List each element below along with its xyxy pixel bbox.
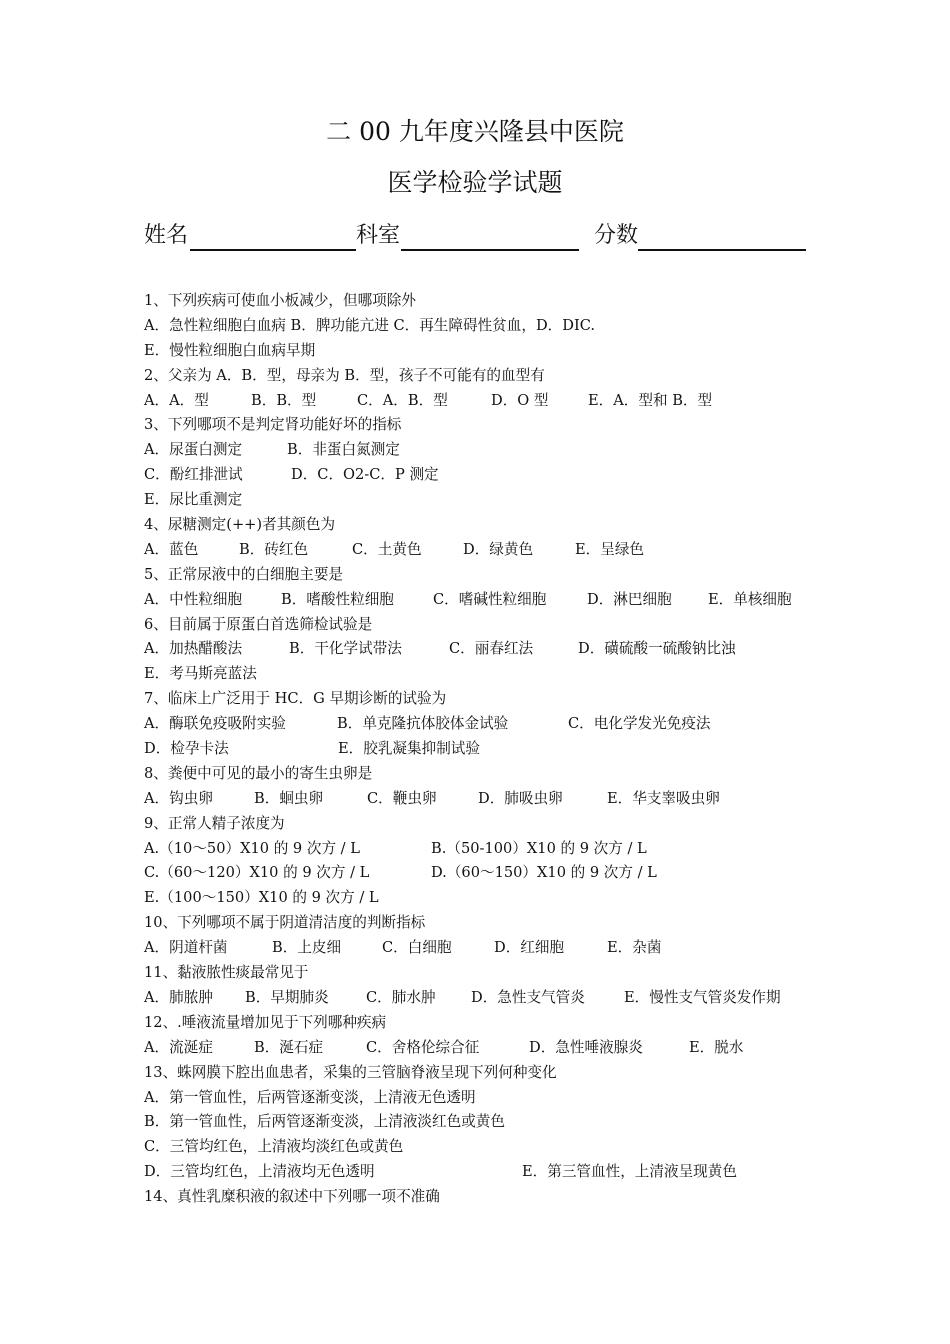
option-text: C．白细胞 — [382, 939, 452, 957]
option-text: E．脱水 — [689, 1038, 744, 1056]
line-text: 2、父亲为 A．B．型，母亲为 B．型，孩子不可能有的血型有 — [144, 366, 545, 384]
line-text: D．检孕卡法 — [144, 740, 229, 758]
option-text: C．电化学发光免疫法 — [568, 715, 711, 733]
line-text: 14、真性乳糜积液的叙述中下列哪一项不准确 — [144, 1188, 440, 1206]
question-line — [144, 339, 834, 364]
option-text: D．红细胞 — [494, 939, 565, 957]
question-line — [144, 787, 834, 812]
line-text: A．A．型 — [144, 391, 209, 409]
question-list — [144, 289, 834, 1210]
question-line — [144, 837, 834, 862]
dept-label: 科室 — [356, 223, 401, 248]
line-text: C．酚红排泄试 — [144, 466, 243, 484]
option-text: B．上皮细 — [272, 939, 342, 957]
option-text: E．A．型和 B．型 — [588, 391, 713, 409]
line-text: 13、蛛网膜下腔出血患者，采集的三管脑脊液呈现下列何种变化 — [144, 1063, 557, 1081]
line-text: 6、目前属于原蛋白首选筛检试验是 — [144, 615, 373, 633]
question-line — [144, 986, 834, 1011]
option-text: B．嗜酸性粒细胞 — [281, 590, 394, 608]
question-line — [144, 1160, 834, 1185]
question-line — [144, 687, 834, 712]
question-line — [144, 936, 834, 961]
line-text: A．肺脓肿 — [144, 988, 213, 1006]
question-line — [144, 314, 834, 339]
option-text: D．急性支气管炎 — [471, 988, 585, 1006]
option-text: B．非蛋白氮测定 — [287, 441, 400, 459]
option-text: E．呈绿色 — [575, 540, 645, 558]
question-line — [144, 513, 834, 538]
question-line — [144, 762, 834, 787]
question-line — [144, 637, 834, 662]
line-text: 9、正常人精子浓度为 — [144, 814, 285, 832]
line-text: 3、下列哪项不是判定肾功能好坏的指标 — [144, 416, 402, 434]
line-text: 7、临床上广泛用于 HC．G 早期诊断的试验为 — [144, 690, 447, 708]
option-text: B.（50-100）X10 的 9 次方 / L — [431, 839, 647, 857]
option-text: B．B．型 — [251, 391, 317, 409]
line-text: E．尿比重测定 — [144, 491, 243, 509]
student-info-header — [144, 218, 824, 258]
name-blank[interactable] — [190, 249, 356, 251]
question-line — [144, 812, 834, 837]
question-line — [144, 1086, 834, 1111]
option-text: C．嗜碱性粒细胞 — [433, 590, 547, 608]
option-text: D．肺吸虫卵 — [478, 789, 563, 807]
question-line — [144, 563, 834, 588]
line-text: E．慢性粒细胞白血病早期 — [144, 341, 316, 359]
line-text: A．急性粒细胞白血病 B．脾功能亢进 C．再生障碍性贫血，D．DIC. — [144, 316, 596, 334]
question-line — [144, 1110, 834, 1135]
option-text: E．胶乳凝集抑制试验 — [338, 740, 480, 758]
option-text: B．单克隆抗体胶体金试验 — [337, 715, 509, 733]
option-text: E．华支睾吸虫卵 — [607, 789, 720, 807]
question-line — [144, 1011, 834, 1036]
line-text: 11、黏液脓性痰最常见于 — [144, 964, 309, 982]
line-text: A．阴道杆菌 — [144, 939, 228, 957]
option-text: D．O 型 — [491, 391, 549, 409]
line-text: A．尿蛋白测定 — [144, 441, 243, 459]
line-text: E.（100～150）X10 的 9 次方 / L — [144, 889, 379, 907]
question-line — [144, 1036, 834, 1061]
document-subtitle: 医学检验学试题 — [387, 168, 563, 197]
option-text: C．鞭虫卵 — [367, 789, 437, 807]
line-text: C．三管均红色，上清液均淡红色或黄色 — [144, 1138, 404, 1156]
option-text: D.（60～150）X10 的 9 次方 / L — [431, 864, 657, 882]
line-text: A．第一管血性，后两管逐渐变淡，上清液无色透明 — [144, 1088, 476, 1106]
option-text: D．C．O2-C．P 测定 — [291, 466, 439, 484]
question-line — [144, 712, 834, 737]
option-text: C．A．B．型 — [357, 391, 448, 409]
option-text: D．淋巴细胞 — [587, 590, 672, 608]
question-line — [144, 364, 834, 389]
option-text: E．杂菌 — [607, 939, 662, 957]
option-text: B．早期肺炎 — [245, 988, 329, 1006]
option-text: B．砖红色 — [239, 540, 309, 558]
line-text: A．酶联免疫吸附实验 — [144, 715, 286, 733]
line-text: C.（60～120）X10 的 9 次方 / L — [144, 864, 370, 882]
question-line — [144, 737, 834, 762]
option-text: D．急性唾液腺炎 — [529, 1038, 643, 1056]
question-line — [144, 613, 834, 638]
score-blank[interactable] — [638, 249, 806, 251]
line-text: D．三管均红色，上清液均无色透明 — [144, 1163, 375, 1181]
question-line — [144, 911, 834, 936]
question-line — [144, 861, 834, 886]
line-text: A．加热醋酸法 — [144, 640, 243, 658]
line-text: 4、尿糖测定(++)者其颜色为 — [144, 516, 336, 534]
option-text: E．慢性支气管炎发作期 — [624, 988, 781, 1006]
line-text: 12、.唾液流量增加见于下列哪种疾病 — [144, 1013, 387, 1031]
line-text: B．第一管血性，后两管逐渐变淡，上清液淡红色或黄色 — [144, 1113, 505, 1131]
question-line — [144, 538, 834, 563]
question-line — [144, 463, 834, 488]
question-line — [144, 588, 834, 613]
option-text: C．舍格伦综合征 — [366, 1038, 480, 1056]
option-text: E．单核细胞 — [708, 590, 792, 608]
option-text: B．干化学试带法 — [289, 640, 402, 658]
line-text: A．流涎症 — [144, 1038, 213, 1056]
option-text: E．第三管血性，上清液呈现黄色 — [522, 1163, 737, 1181]
question-line — [144, 662, 834, 687]
question-line — [144, 389, 834, 414]
line-text: 1、下列疾病可使血小板减少，但哪项除外 — [144, 292, 416, 309]
question-line — [144, 289, 834, 314]
line-text: 10、下列哪项不属于阴道清洁度的判断指标 — [144, 914, 426, 932]
question-line — [144, 886, 834, 911]
option-text: C．土黄色 — [352, 540, 422, 558]
option-text: C．丽春红法 — [449, 640, 534, 658]
document-title: 二 00 九年度兴隆县中医院 — [326, 117, 624, 146]
question-line — [144, 438, 834, 463]
name-label: 姓名 — [144, 223, 189, 248]
dept-blank[interactable] — [401, 249, 579, 251]
question-line — [144, 961, 834, 986]
option-text: D．绿黄色 — [463, 540, 534, 558]
question-line — [144, 488, 834, 513]
score-label: 分数 — [594, 223, 639, 248]
option-text: D．磺硫酸一硫酸钠比浊 — [578, 640, 736, 658]
option-text: B．蛔虫卵 — [254, 789, 324, 807]
line-text: A．钩虫卵 — [144, 789, 213, 807]
question-line — [144, 1185, 834, 1210]
line-text: A．中性粒细胞 — [144, 590, 243, 608]
question-line — [144, 413, 834, 438]
option-text: C．肺水肿 — [366, 988, 436, 1006]
line-text: A．蓝色 — [144, 540, 199, 558]
line-text: A.（10～50）X10 的 9 次方 / L — [144, 839, 360, 857]
question-line — [144, 1135, 834, 1160]
question-line — [144, 1061, 834, 1086]
option-text: B．涎石症 — [254, 1038, 324, 1056]
line-text: E．考马斯亮蓝法 — [144, 665, 257, 683]
line-text: 5、正常尿液中的白细胞主要是 — [144, 565, 344, 583]
line-text: 8、粪便中可见的最小的寄生虫卵是 — [144, 764, 373, 782]
